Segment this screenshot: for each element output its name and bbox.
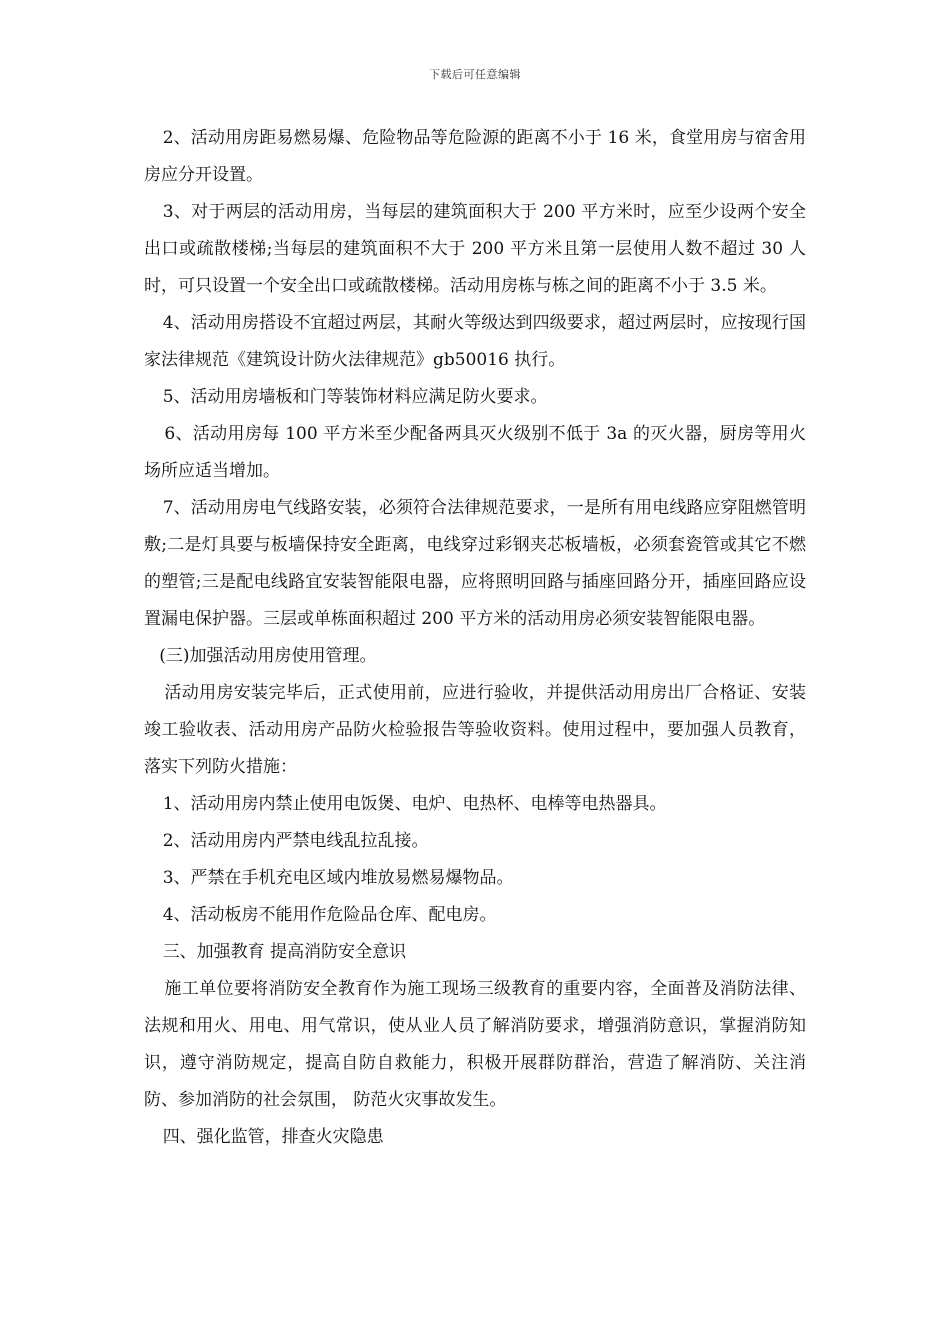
paragraph-item-3: 3、对于两层的活动用房，当每层的建筑面积大于 200 平方米时，应至少设两个安全出口或疏散楼梯;当每层的建筑面积不大于 200 平方米且第一层使用人数不超过 30 人时，可只设置一个安全出口或疏散楼梯。活动用房栋与栋之间的距离不小于 3.5 米。	[144, 202, 806, 296]
measure-item-2: 2、活动用房内严禁电线乱拉乱接。	[162, 831, 429, 851]
document-body	[144, 120, 806, 1156]
measure-item-4: 4、活动板房不能用作危险品仓库、配电房。	[162, 905, 497, 925]
measure-item-1: 1、活动用房内禁止使用电饭煲、电炉、电热杯、电棒等电热器具。	[162, 794, 667, 814]
paragraph-item-7: 7、活动用房电气线路安装，必须符合法律规范要求，一是所有用电线路应穿阻燃管明敷;二是灯具要与板墙保持安全距离，电线穿过彩钢夹芯板墙板，必须套瓷管或其它不燃的塑管;三是配电线路宜安装智能限电器，应将照明回路与插座回路分开，插座回路应设置漏电保护器。三层或单栋面积超过 200 平方米的活动用房必须安装智能限电器。	[144, 498, 806, 629]
section-heading-supervision: 四、强化监管，排查火灾隐患	[162, 1127, 384, 1147]
paragraph-acceptance: 活动用房安装完毕后，正式使用前，应进行验收，并提供活动用房出厂合格证、安装竣工验收表、活动用房产品防火检验报告等验收资料。使用过程中，要加强人员教育，落实下列防火措施：	[144, 683, 806, 777]
paragraph-item-6: 6、活动用房每 100 平方米至少配备两具灭火级别不低于 3a 的灭火器，厨房等用火场所应适当增加。	[144, 424, 806, 481]
measure-item-3: 3、严禁在手机充电区域内堆放易燃易爆物品。	[162, 868, 514, 888]
section-heading-3: (三)加强活动用房使用管理。	[159, 646, 377, 666]
paragraph-education: 施工单位要将消防安全教育作为施工现场三级教育的重要内容，全面普及消防法律、法规和用火、用电、用气常识，使从业人员了解消防要求，增强消防意识，掌握消防知识，遵守消防规定，提高自防自救能力，积极开展群防群治，营造了解消防、关注消防、参加消防的社会氛围， 防范火灾事故发生。	[144, 979, 806, 1110]
paragraph-item-4: 4、活动用房搭设不宜超过两层，其耐火等级达到四级要求，超过两层时，应按现行国家法律规范《建筑设计防火法律规范》gb50016 执行。	[144, 313, 806, 370]
section-heading-education: 三、加强教育 提高消防安全意识	[162, 942, 407, 962]
paragraph-item-2: 2、活动用房距易燃易爆、危险物品等危险源的距离不小于 16 米，食堂用房与宿舍用房应分开设置。	[144, 128, 806, 185]
page-header: 下载后可任意编辑	[429, 68, 521, 81]
paragraph-item-5: 5、活动用房墙板和门等装饰材料应满足防火要求。	[162, 387, 548, 407]
